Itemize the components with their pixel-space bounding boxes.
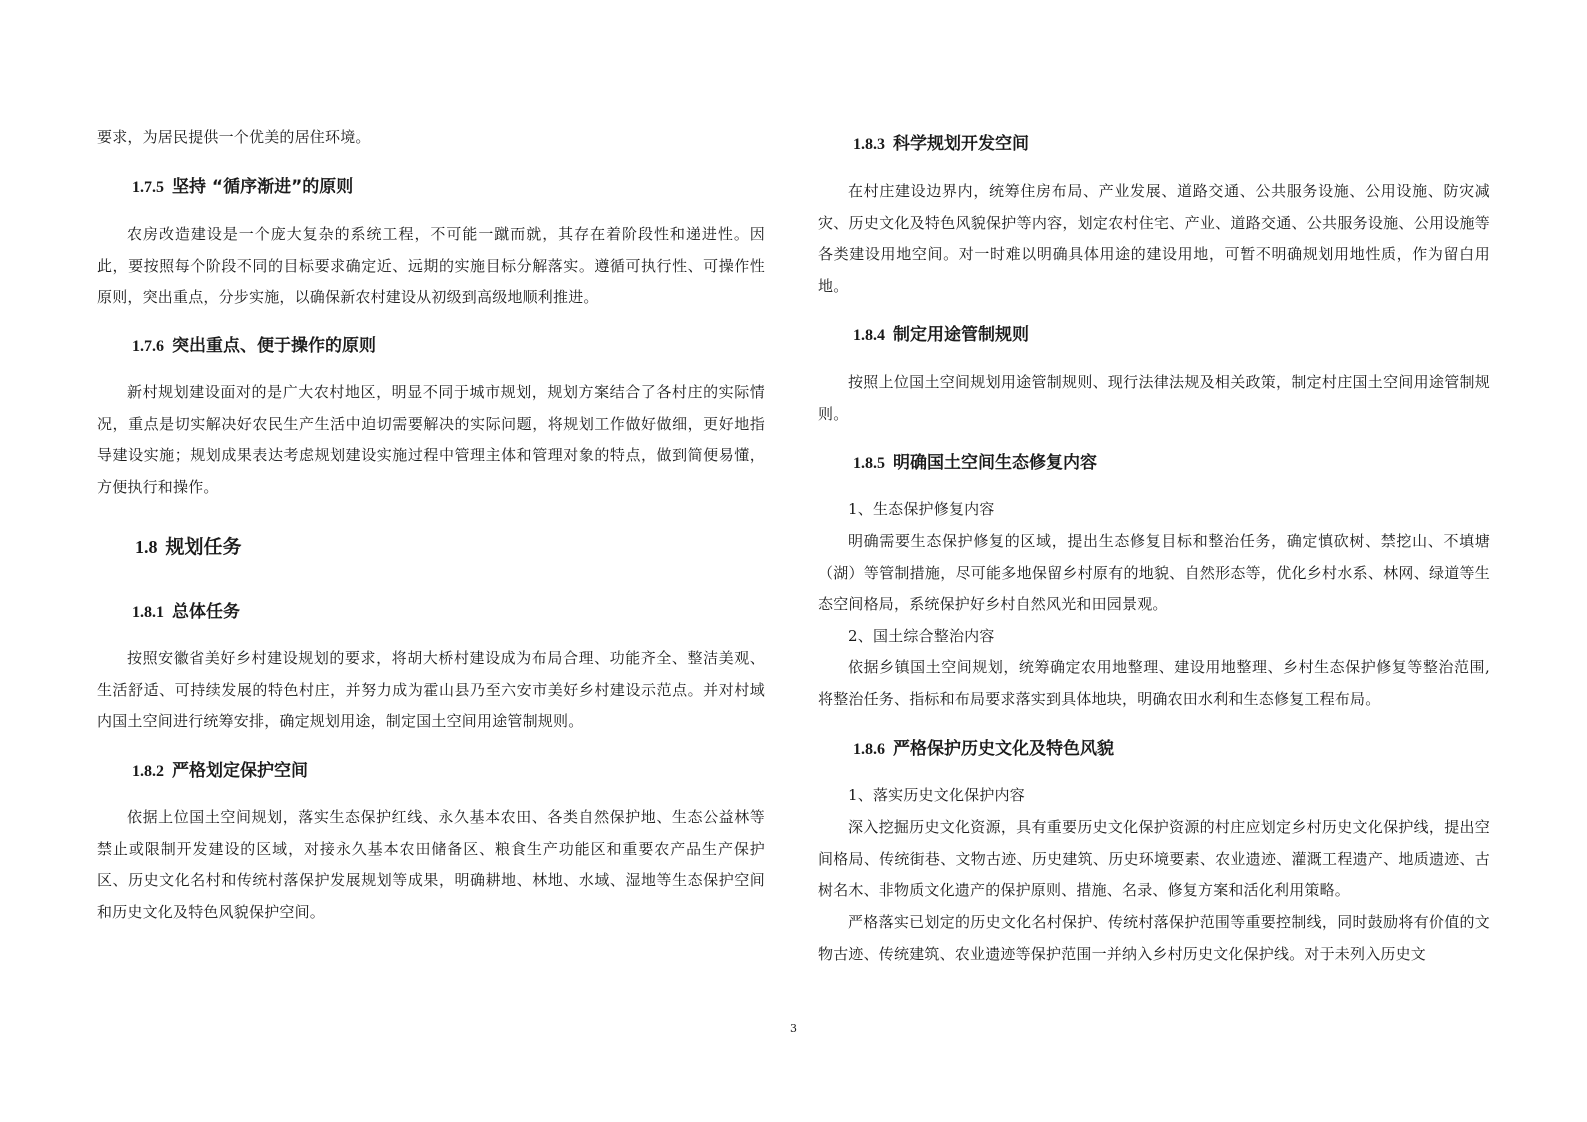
section-heading-1-8-4 [818,320,1490,345]
paragraph-1-7-5: 农房改造建设是一个庞大复杂的系统工程，不可能一蹴而就，其存在着阶段性和递进性。因此，要按照每个阶段不同的目标要求确定近、远期的实施目标分解落实。遵循可执行性、可操作性原则，突出重点，分步实施，以确保新农村建设从初级到高级地顺利推进。 [97,225,765,307]
paragraph-1-8-1: 按照安徽省美好乡村建设规划的要求，将胡大桥村建设成为布局合理、功能齐全、整洁美观、生活舒适、可持续发展的特色村庄，并努力成为霍山县乃至六安市美好乡村建设示范点。并对村域内国土空间进行统筹安排，确定规划用途，制定国土空间用途管制规则。 [97,649,765,731]
section-number: 1.8.4 [853,327,885,344]
section-number: 1.8.1 [132,604,164,621]
list-item-heritage-protection: 1、落实历史文化保护内容 [848,786,1025,804]
section-number: 1.8.5 [853,455,885,472]
section-title: 突出重点、便于操作的原则 [172,336,376,356]
section-heading-1-8-1 [97,597,765,622]
paragraph-ecology-protection: 明确需要生态保护修复的区域，提出生态修复目标和整治任务，确定慎砍树、禁挖山、不填塘（湖）等管制措施，尽可能多地保留乡村原有的地貌、自然形态等，优化乡村水系、林网、绿道等生态空间格局，系统保护好乡村自然风光和田园景观。 [818,532,1490,614]
paragraph-1-8-2: 依据上位国土空间规划，落实生态保护红线、永久基本农田、各类自然保护地、生态公益林等禁止或限制开发建设的区域，对接永久基本农田储备区、粮食生产功能区和重要农产品生产保护区、历史文化名村和传统村落保护发展规划等成果，明确耕地、林地、水域、湿地等生态保护空间和历史文化及特色风貌保护空间。 [97,808,765,921]
section-number: 1.7.5 [132,179,164,196]
section-title: 制定用途管制规则 [893,325,1029,345]
section-heading-1-7-6 [97,331,765,356]
section-title: 坚持 “循序渐进”的原则 [172,177,354,197]
paragraph-continued: 要求，为居民提供一个优美的居住环境。 [97,128,371,146]
paragraph-heritage-controls: 严格落实已划定的历史文化名村保护、传统村落保护范围等重要控制线，同时鼓励将有价值的文物古迹、传统建筑、农业遗迹等保护范围一并纳入乡村历史文化保护线。对于未列入历史文 [818,913,1490,963]
section-heading-1-8-6 [818,734,1490,759]
page-number: 3 [790,1022,797,1035]
paragraph-1-8-3: 在村庄建设边界内，统筹住房布局、产业发展、道路交通、公共服务设施、公用设施、防灾减灾、历史文化及特色风貌保护等内容，划定农村住宅、产业、道路交通、公共服务设施、公用设施等各类建设用地空间。对一时难以明确具体用途的建设用地，可暂不明确规划用地性质，作为留白用地。 [818,182,1490,295]
list-item-ecology-protection: 1、生态保护修复内容 [848,500,995,518]
section-number: 1.8 [135,537,158,557]
section-heading-1-7-5 [97,172,765,197]
paragraph-heritage-protection: 深入挖掘历史文化资源，具有重要历史文化保护资源的村庄应划定乡村历史文化保护线，提出空间格局、传统街巷、文物古迹、历史建筑、历史环境要素、农业遗迹、灌溉工程遗产、地质遗迹、古树名木、非物质文化遗产的保护原则、措施、名录、修复方案和活化利用策略。 [818,818,1490,900]
section-heading-1-8-3 [818,129,1490,154]
section-number: 1.8.6 [853,741,885,758]
paragraph-land-consolidation: 依据乡镇国土空间规划，统筹确定农用地整理、建设用地整理、乡村生态保护修复等整治范围,将整治任务、指标和布局要求落实到具体地块，明确农田水利和生态修复工程布局。 [818,658,1490,708]
section-heading-1-8-2 [97,756,765,781]
paragraph-1-7-6: 新村规划建设面对的是广大农村地区，明显不同于城市规划，规划方案结合了各村庄的实际情况，重点是切实解决好农民生产生活中迫切需要解决的实际问题，将规划工作做好做细，更好地指导建设实施；规划成果表达考虑规划建设实施过程中管理主体和管理对象的特点，做到简便易懂，方便执行和操作。 [97,383,765,496]
section-title: 规划任务 [165,536,242,558]
section-number: 1.8.3 [853,136,885,153]
list-item-land-consolidation: 2、国土综合整治内容 [848,627,995,645]
section-title: 总体任务 [172,602,240,622]
section-title: 科学规划开发空间 [893,134,1029,154]
paragraph-1-8-4: 按照上位国土空间规划用途管制规则、现行法律法规及相关政策，制定村庄国土空间用途管制规则。 [818,373,1490,423]
section-title: 明确国土空间生态修复内容 [893,453,1097,473]
section-heading-1-8-5 [818,448,1490,473]
section-title: 严格划定保护空间 [172,761,308,781]
section-title: 严格保护历史文化及特色风貌 [893,739,1114,759]
section-number: 1.7.6 [132,338,164,355]
section-number: 1.8.2 [132,763,164,780]
chapter-heading-1-8 [97,532,765,559]
